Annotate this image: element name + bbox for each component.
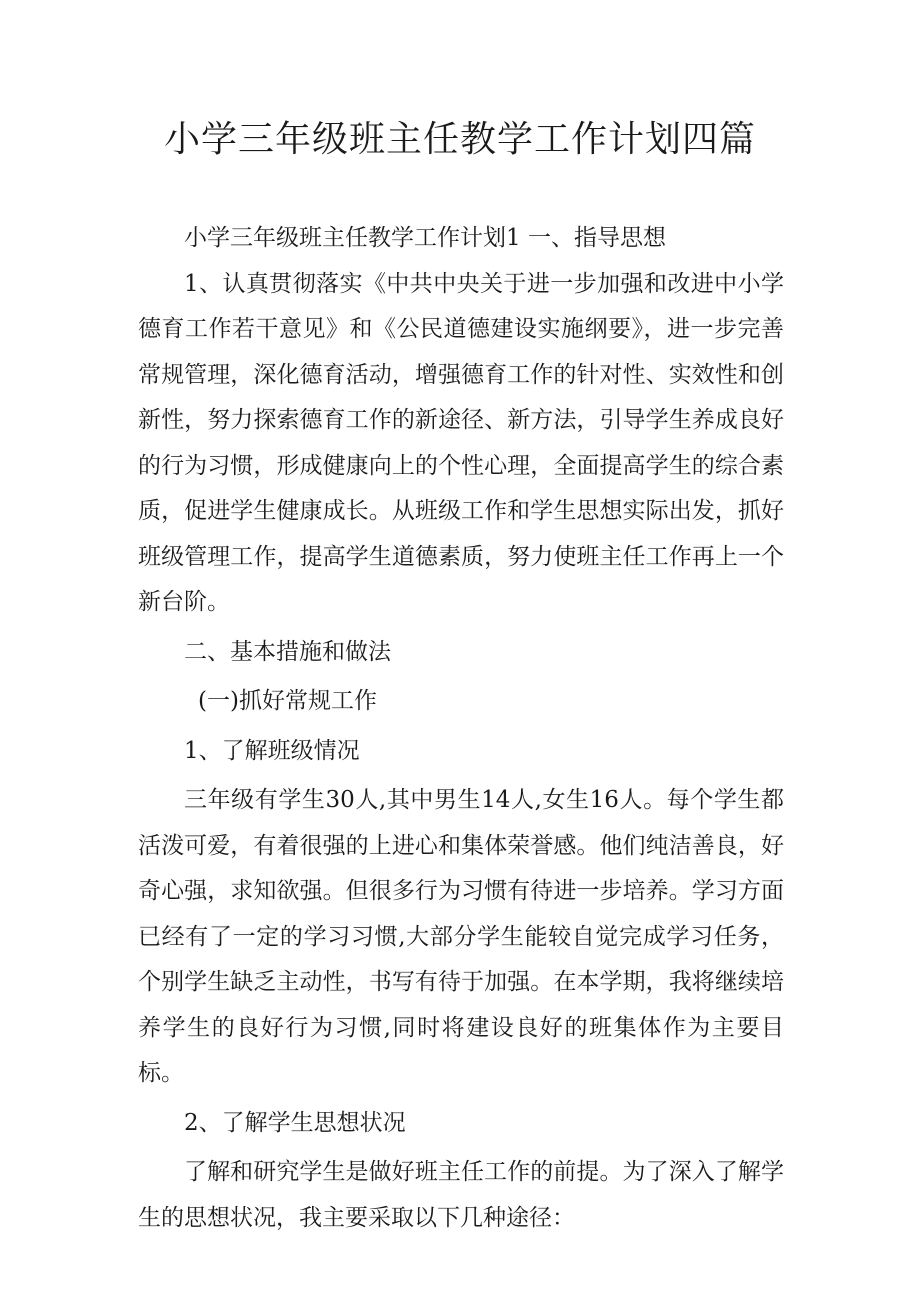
paragraph-intro: 小学三年级班主任教学工作计划1 一、指导思想	[184, 225, 666, 251]
paragraph-guiding-thought: 1、认真贯彻落实《中共中央关于进一步加强和改进中小学德育工作若干意见》和《公民道德建设实施纲要》，进一步完善常规管理，深化德育活动，增强德育工作的针对性、实效性和创新性，努力探索德育工作的新途径、新方法，引导学生养成良好的行为习惯，形成健康向上的个性心理，全面提高学生的综合素质，促进学生健康成长。从班级工作和学生思想实际出发，抓好班级管理工作，提高学生道德素质，努力使班主任工作再上一个新台阶。	[138, 270, 784, 615]
section-heading-measures: 二、基本措施和做法	[184, 638, 391, 665]
document-title: 小学三年级班主任教学工作计划四篇	[163, 119, 756, 160]
paragraph-student-thoughts: 了解和研究学生是做好班主任工作的前提。为了深入了解学生的思想状况，我主要采取以下几种途径：	[138, 1159, 784, 1231]
item-heading-student-thoughts: 2、了解学生思想状况	[184, 1109, 406, 1136]
subsection-heading-routine: (一)抓好常规工作	[198, 688, 377, 714]
paragraph-class-situation: 三年级有学生30人,其中男生14人,女生16人。每个学生都活泼可爱，有着很强的上进心和集体荣誉感。他们纯洁善良，好奇心强，求知欲强。但很多行为习惯有待进一步培养。学习方面已经有了一定的学习习惯,大部分学生能较自觉完成学习任务，个别学生缺乏主动性，书写有待于加强。在本学期，我将继续培养学生的良好行为习惯,同时将建设良好的班集体作为主要目标。	[138, 787, 784, 1086]
item-heading-class-situation: 1、了解班级情况	[184, 737, 360, 764]
document-body	[138, 216, 784, 1241]
